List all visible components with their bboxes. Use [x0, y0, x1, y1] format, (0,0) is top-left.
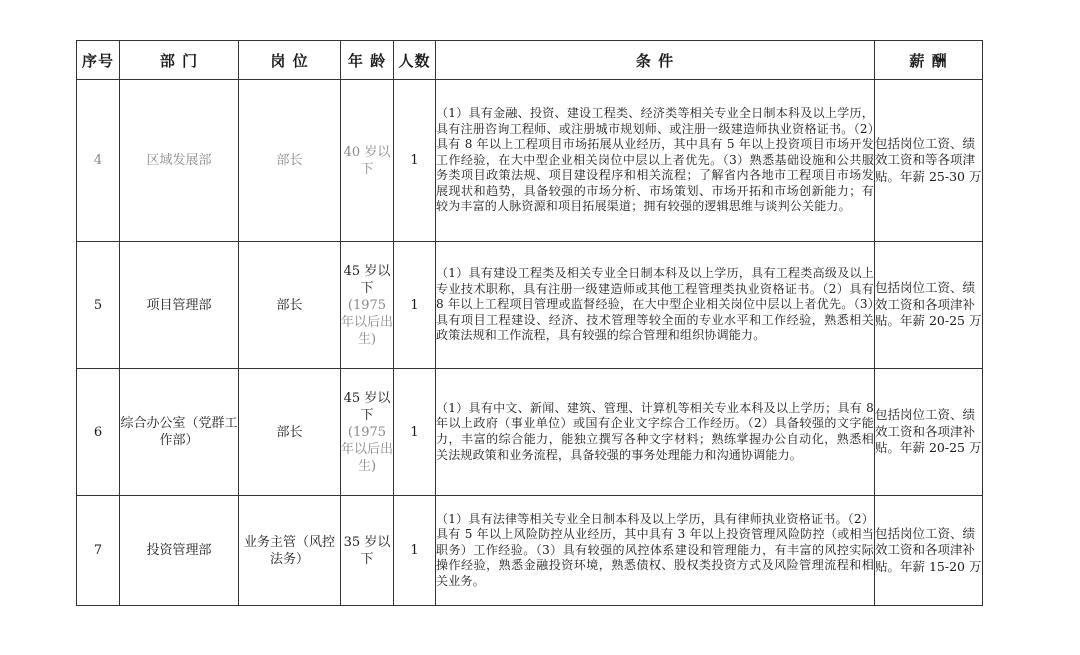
header-conditions: 条 件: [436, 41, 875, 80]
cell-age: [341, 369, 394, 496]
cell-count: 1: [394, 242, 436, 369]
cell-count: 1: [394, 496, 436, 606]
birth-year-note: (1975 年以后出生): [341, 424, 394, 474]
cell-salary: 包括岗位工资、绩效工资和等各项津贴。年薪 25-30 万: [875, 80, 983, 242]
age-limit: 45 岁以下: [343, 390, 391, 423]
cell-count: 1: [394, 80, 436, 242]
cell-age: [341, 496, 394, 606]
cell-salary: 包括岗位工资、绩效工资和各项津补贴。年薪 20-25 万: [875, 242, 983, 369]
cell-conditions: （1）具有法律等相关专业全日制本科及以上学历，具有律师执业资格证书。（2）具有 5 年以上风险防控从业经历，其中具有 3 年以上投资管理风险防控（或相当职务）工作经验。（3）具有较强的风控体系建设和管理能力，有丰富的风控实际操作经验，熟悉金融投资环境，熟悉债权、股权类投资方式及风险管理流程和相关业务。: [436, 496, 875, 606]
table-row: [77, 369, 983, 496]
header-dept: 部 门: [120, 41, 239, 80]
cell-conditions: （1）具有金融、投资、建设工程类、经济类等相关专业全日制本科及以上学历，具有注册咨询工程师、或注册城市规划师、或注册一级建造师执业资格证书。（2）具有 8 年以上工程项目市场拓展从业经历，其中具有 5 年以上投资项目市场开发工作经验，在大中型企业相关岗位中层以上者优先。（3）熟悉基础设施和公共服务类项目政策法规、项目建设程序和相关流程；了解省内各地市工程项目市场发展现状和趋势，具备较强的市场分析、市场策划、市场开拓和市场创新能力；有较为丰富的人脉资源和项目拓展渠道；拥有较强的逻辑思维与谈判公关能力。: [436, 80, 875, 242]
header-post: 岗 位: [239, 41, 341, 80]
recruitment-table: [76, 40, 983, 606]
age-limit: 40 岁以下: [343, 144, 391, 177]
header-count: 人数: [394, 41, 436, 80]
table-row: [77, 496, 983, 606]
header-row: [77, 41, 983, 80]
table-row: [77, 80, 983, 242]
cell-dept: 区域发展部: [120, 80, 239, 242]
cell-count: 1: [394, 369, 436, 496]
cell-post: 部长: [239, 80, 341, 242]
header-age: 年 龄: [341, 41, 394, 80]
cell-conditions: （1）具有中文、新闻、建筑、管理、计算机等相关专业本科及以上学历；具有 8 年以上政府（事业单位）或国有企业文字综合工作经历。（2）具备较强的文字能力，丰富的综合能力，能独立撰写各种文字材料；熟练掌握办公自动化，熟悉相关法规政策和业务流程，具备较强的事务处理能力和沟通协调能力。: [436, 369, 875, 496]
header-salary: 薪 酬: [875, 41, 983, 80]
cell-dept: 项目管理部: [120, 242, 239, 369]
cell-conditions: （1）具有建设工程类及相关专业全日制本科及以上学历，具有工程类高级及以上专业技术职称，具有注册一级建造师或其他工程管理类执业资格证书。（2）具有 8 年以上工程项目管理或监督经验，在大中型企业相关岗位中层以上者优先。（3）具有项目工程建设、经济、技术管理等较全面的专业水平和工作经验，熟悉相关政策法规和工作流程，具有较强的综合管理和组织协调能力。: [436, 242, 875, 369]
cell-post: 部长: [239, 242, 341, 369]
cell-seq: 6: [77, 369, 120, 496]
cell-seq: 4: [77, 80, 120, 242]
header-seq: 序号: [77, 41, 120, 80]
cell-salary: 包括岗位工资、绩效工资和各项津补贴。年薪 15-20 万: [875, 496, 983, 606]
cell-age: [341, 242, 394, 369]
cell-salary: 包括岗位工资、绩效工资和各项津补贴。年薪 20-25 万: [875, 369, 983, 496]
cell-dept: 投资管理部: [120, 496, 239, 606]
cell-seq: 5: [77, 242, 120, 369]
birth-year-note: (1975 年以后出生): [341, 297, 394, 347]
cell-post: 业务主管（风控法务）: [239, 496, 341, 606]
table-row: [77, 242, 983, 369]
cell-dept: 综合办公室（党群工作部）: [120, 369, 239, 496]
age-limit: 35 岁以下: [343, 534, 391, 567]
cell-post: 部长: [239, 369, 341, 496]
age-limit: 45 岁以下: [343, 263, 391, 296]
cell-age: [341, 80, 394, 242]
cell-seq: 7: [77, 496, 120, 606]
